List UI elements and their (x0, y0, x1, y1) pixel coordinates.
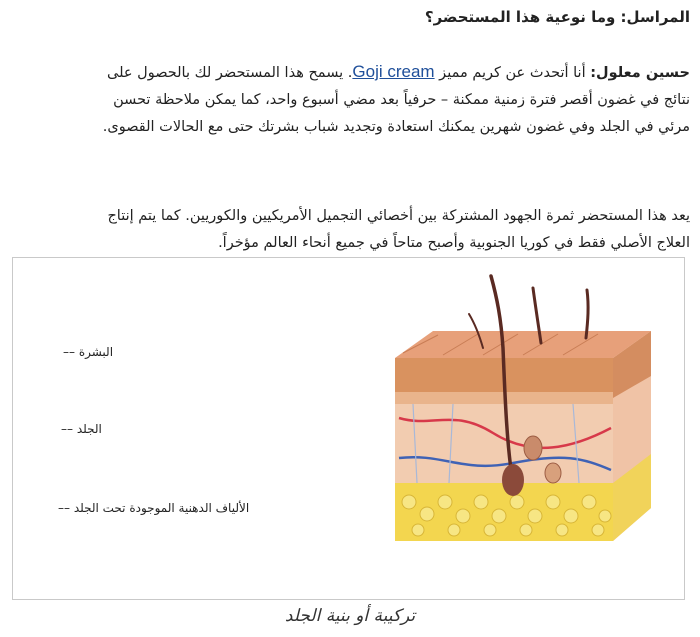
label-epidermis: البشرة –– (63, 345, 114, 359)
origin-paragraph (12, 203, 690, 257)
origin-line-1: يعد هذا المستحضر ثمرة الجهود المشتركة بين أخصائي التجميل الأمريكيين والكوريين. كما يتم إنتاج (107, 208, 690, 224)
answer-line-1 (12, 58, 690, 87)
label-dermis: الجلد –– (61, 422, 102, 436)
skin-surface (395, 331, 651, 358)
skin-structure-figure (12, 257, 685, 600)
answer-paragraph (12, 58, 690, 141)
goji-cream-link[interactable]: Goji cream (352, 62, 435, 81)
interviewer-question: المراسل: وما نوعية هذا المستحضر؟ (424, 8, 690, 26)
hair-bulb (502, 464, 524, 496)
hair-shaft-third (586, 290, 588, 338)
sebaceous-gland (524, 436, 542, 460)
answer-text-after-link: . يسمح هذا المستحضر لك بالحصول على (107, 65, 353, 81)
figure-caption: تركيبة أو بنية الجلد (284, 606, 416, 626)
origin-line-2: العلاج الأصلي فقط في كوريا الجنوبية وأصبح متاحاً في جميع أنحاء العالم مؤخراً. (218, 235, 690, 251)
answer-line-3: مرئي في الجلد وفي غضون شهرين يمكنك استعادة وتجديد شباب بشرتك حتى مع الحالات القصوى. (102, 119, 690, 135)
speaker-name: حسين معلول: (590, 65, 690, 81)
skin-cross-section-illustration (13, 258, 684, 599)
sweat-gland (545, 463, 561, 483)
answer-text-before-link: أنا أتحدث عن كريم مميز (434, 65, 591, 81)
label-hypodermis: الألياف الدهنية الموجودة تحت الجلد –– (58, 501, 250, 515)
answer-line-2: نتائج في غضون أقصر فترة زمنية ممكنة – حرفياً بعد مضي أسبوع واحد، كما يمكن ملاحظة تحسن (113, 92, 690, 108)
